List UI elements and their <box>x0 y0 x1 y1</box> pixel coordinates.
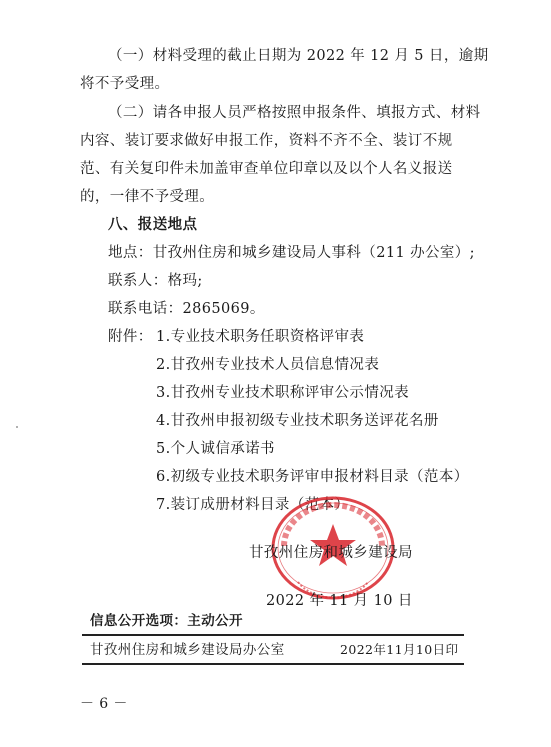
attachment-item: 3.甘孜州专业技术职称评审公示情况表 <box>156 385 410 401</box>
contact-line: 联系人：格玛; <box>108 273 203 289</box>
attachment-item: 7.装订成册材料目录（范本） <box>156 497 350 513</box>
signing-date: 2022 年 11 月 10 日 <box>266 593 413 609</box>
address-line: 地点：甘孜州住房和城乡建设局人事科（211 办公室）; <box>108 245 475 261</box>
attachment-item: 6.初级专业技术职务评审申报材料目录（范本） <box>156 469 469 485</box>
paragraph-line: （一）材料受理的截止日期为 2022 年 12 月 5 日，逾期 <box>108 48 489 64</box>
scan-speck <box>16 426 18 428</box>
attachment-item: 4.甘孜州申报初级专业技术职务送评花名册 <box>156 413 439 429</box>
paragraph-line: 的，一律不予受理。 <box>80 189 215 205</box>
footer-top-rule <box>82 634 464 636</box>
signing-organization: 甘孜州住房和城乡建设局 <box>249 545 413 561</box>
disclosure-option: 信息公开选项：主动公开 <box>90 613 243 629</box>
paragraph-line: （二）请各申报人员严格按照申报条件、填报方式、材料 <box>108 105 481 121</box>
footer-office: 甘孜州住房和城乡建设局办公室 <box>90 642 285 658</box>
attachment-item: 1.专业技术职务任职资格评审表 <box>156 329 365 345</box>
paragraph-line: 内容、装订要求做好申报工作，资料不齐不全、装订不规 <box>80 133 453 149</box>
footer-print-date: 2022年11月10日印 <box>340 642 459 657</box>
attachment-item: 5.个人诚信承诺书 <box>156 441 275 457</box>
paragraph-line: 将不予受理。 <box>80 76 170 92</box>
page-number: － 6 － <box>80 696 128 712</box>
phone-line: 联系电话：2865069。 <box>108 301 265 317</box>
attachment-item: 2.甘孜州专业技术人员信息情况表 <box>156 357 380 373</box>
section-heading: 八、报送地点 <box>108 217 198 233</box>
paragraph-line: 范、有关复印件未加盖审查单位印章以及以个人名义报送 <box>80 161 453 177</box>
attachments-label: 附件： <box>108 329 153 345</box>
footer-bottom-rule <box>82 663 464 665</box>
